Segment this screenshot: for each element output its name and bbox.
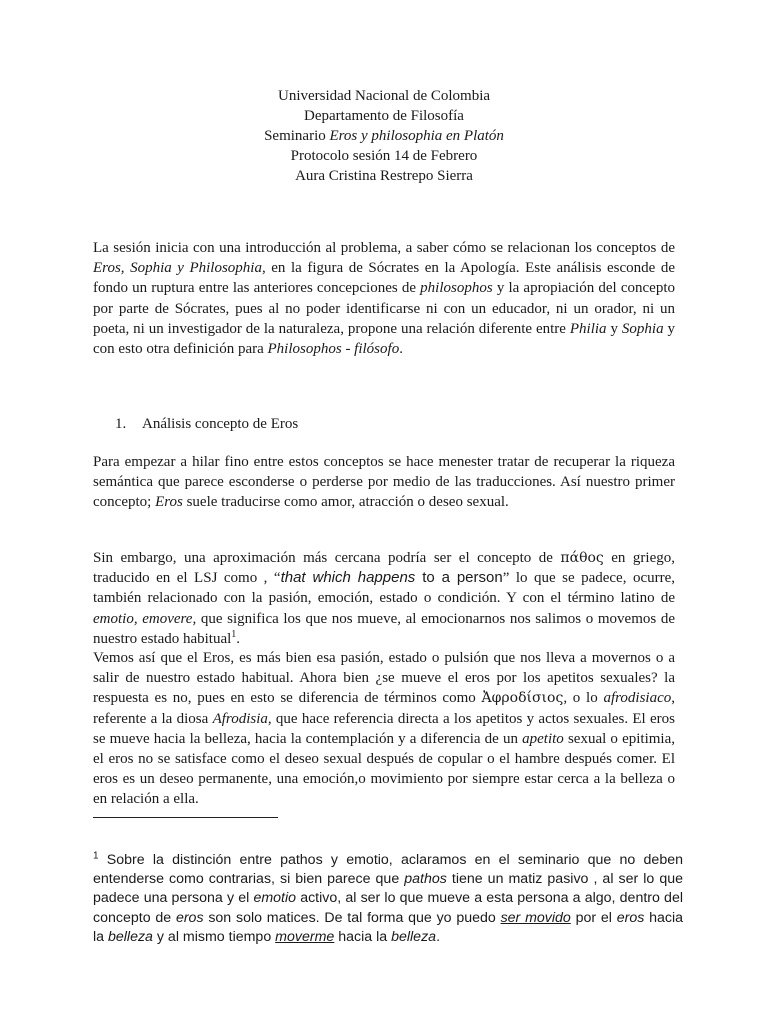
section-heading-block xyxy=(93,414,675,434)
fn-italic-4: eros xyxy=(616,909,645,926)
fn-text-1: Sobre la distinción entre pathos y emotio, aclaramos en el seminario que no deben entenderse como contrarias, si bien parece que xyxy=(93,852,683,888)
fn-underlined-italic-1: ser movido xyxy=(500,909,571,926)
p2-text-4: ” lo que se padece, ocurre, también relacionado con la pasión, emoción, estado o condición. Y con el término latino de xyxy=(93,570,676,607)
p3-italic-3: apetito xyxy=(522,730,564,747)
p3-text-5: sexual o epitimia, el eros no se satisface como el deseo sexual después de copular o el hambre después comer. El eros es un deseo permanente, una emoción,o movimiento por siempre estar cerca a la belleza o en relación a ella. xyxy=(93,730,675,808)
intro-paragraph xyxy=(93,238,675,359)
fn-underlined-italic-2: moverme xyxy=(275,928,335,945)
fn-text-3: activo, al ser lo que mueve a esta persona a algo, dentro del concepto de xyxy=(93,890,683,926)
p1-text-2: suele traducirse como amor, atracción o deseo sexual. xyxy=(182,494,509,511)
p3-italic-1: afrodisiaco xyxy=(603,690,672,707)
intro-text-2: , en la figura de Sócrates en la Apología. Este análisis esconde de fondo un ruptura entre las anteriores concepciones de xyxy=(93,260,675,297)
author-name: Aura Cristina Restrepo Sierra xyxy=(295,168,473,184)
p1-italic-1: Eros xyxy=(155,494,183,511)
p2-text-2: en griego, traducido en el LSJ como , “ xyxy=(93,550,675,587)
fn-text-2: tiene un matiz pasivo , al ser lo que padece una persona y el xyxy=(93,871,683,907)
fn-italic-2: emotio xyxy=(253,890,297,907)
intro-italic-2: philosophos xyxy=(420,280,493,297)
intro-italic-4: Sophia xyxy=(621,320,664,337)
intro-text-6: . xyxy=(399,341,403,358)
fn-text-6: hacia la xyxy=(93,909,684,945)
department-name: Departamento de Filosofía xyxy=(304,108,464,124)
p3-italic-2: Afrodisia xyxy=(212,710,268,727)
fn-text-5: por el xyxy=(570,909,617,926)
section-heading xyxy=(93,414,675,434)
section-number: 1. xyxy=(115,416,127,432)
p2-italic-2: emotio, emovere, xyxy=(93,610,197,627)
p3-text-2: , o lo xyxy=(563,690,604,707)
p3-text-4: , que hace referencia directa a los apetitos y actos sexuales. El eros se mueve hacia la belleza, hacia la contemplación y a diferencia de un xyxy=(93,710,675,747)
intro-italic-1: Eros, Sophia y Philosophia xyxy=(93,260,262,277)
p2-greek-term: πάθος xyxy=(560,550,604,566)
section-title: Análisis concepto de Eros xyxy=(142,416,299,432)
university-name: Universidad Nacional de Colombia xyxy=(277,88,491,104)
paragraph-3 xyxy=(93,648,675,810)
intro-italic-3: Philia xyxy=(569,320,607,337)
fn-text-7: y al mismo tiempo xyxy=(152,928,276,945)
fn-italic-3: eros xyxy=(175,909,204,926)
intro-text-1: La sesión inicia con una introducción al problema, a saber cómo se relacionan los conceptos de xyxy=(93,240,675,256)
p2-text-5: que significa los que nos mueve, al emocionarnos nos salimos o movemos de nuestro estado habitual xyxy=(93,610,675,647)
fn-italic-6: belleza xyxy=(391,928,437,945)
intro-text-3: y la apropiación del concepto por parte de Sócrates, pues al no poder identificarse ni con un educador, ni un orador, ni un poeta, ni un investigador de la naturaleza, propone una relación diferente entre xyxy=(93,280,675,337)
fn-text-9: . xyxy=(436,928,441,945)
intro-italic-5: Philosophos - filósofo xyxy=(267,341,400,358)
p3-greek-term: Ἀφροδίσιος xyxy=(481,690,564,707)
seminar-name: Eros y philosophia en Platón xyxy=(329,128,504,144)
fn-italic-1: pathos xyxy=(404,871,447,888)
p2-text-3: to a person xyxy=(415,569,503,587)
p3-text-3: , referente a la diosa xyxy=(93,690,675,727)
p2-text-6: . xyxy=(236,630,241,647)
fn-italic-5: belleza xyxy=(107,928,153,945)
intro-text-5: y con esto otra definición para xyxy=(93,320,676,358)
p2-text-1: Sin embargo, una aproximación más cercana podría ser el concepto de xyxy=(93,550,561,566)
seminar-prefix: Seminario xyxy=(264,128,330,144)
p1-text-1: Para empezar a hilar fino entre estos conceptos se hace menester tratar de recuperar la riqueza semántica que parece esconderse o perderse por medio de las traducciones. Así nuestro primer concepto; xyxy=(93,454,675,511)
footnote-number: 1 xyxy=(93,850,99,862)
fn-text-8: hacia la xyxy=(334,928,392,945)
footnote-ref-1[interactable]: 1 xyxy=(231,628,237,640)
seminar-title xyxy=(0,126,768,146)
intro-text-4: y xyxy=(606,320,622,337)
document-header xyxy=(0,86,768,186)
footnote-divider xyxy=(93,817,278,818)
p2-italic-1: that which happens xyxy=(280,569,416,587)
fn-text-4: son solo matices. De tal forma que yo puedo xyxy=(203,909,501,926)
footnote-1 xyxy=(93,851,683,947)
p3-text-1: Vemos así que el Eros, es más bien esa pasión, estado o pulsión que nos lleva a movernos o a salir de nuestro estado habitual. Ahora bien ¿se mueve el eros por los apetitos sexuales? la respuesta es no, pues en esto se diferencia de términos como xyxy=(93,650,675,707)
paragraph-1 xyxy=(93,452,675,513)
paragraph-2 xyxy=(93,548,675,649)
protocol-date: Protocolo sesión 14 de Febrero xyxy=(290,148,478,164)
